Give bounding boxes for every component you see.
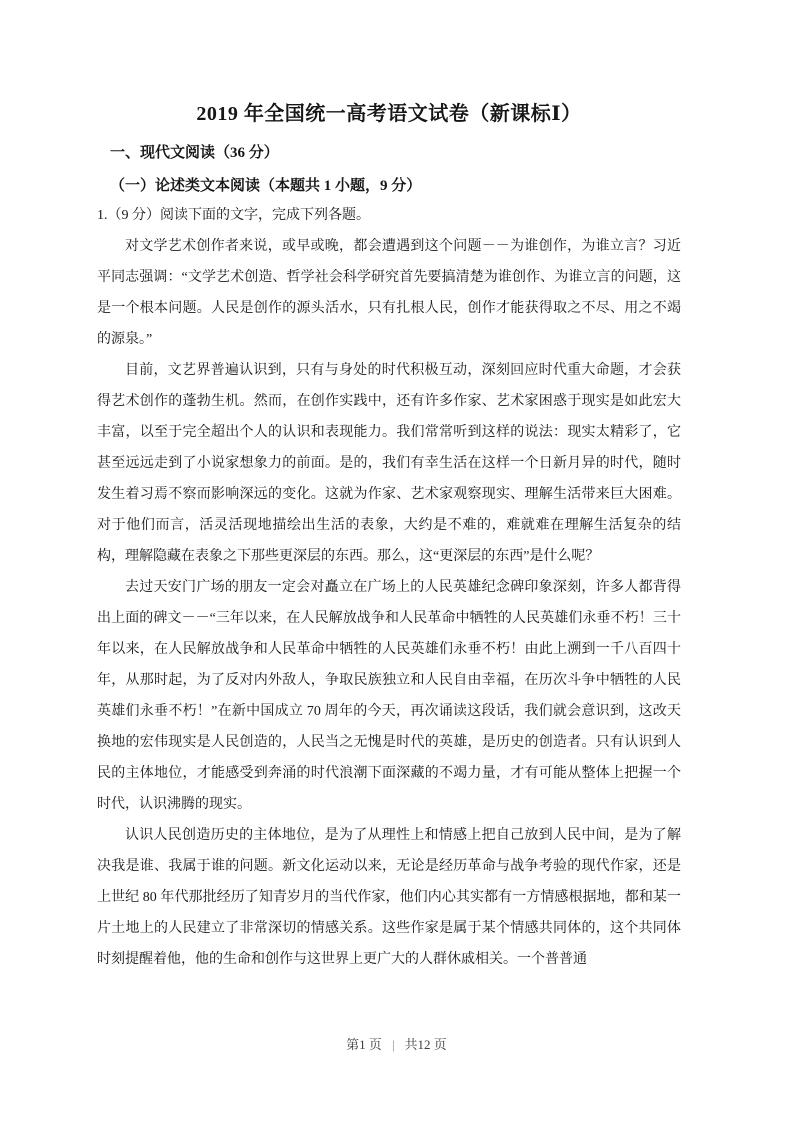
- reading-passage: [97, 200, 681, 975]
- page-number-label: 第1 页: [346, 1037, 382, 1052]
- passage-paragraph-2: 目前，文艺界普遍认识到，只有与身处的时代积极互动，深刻回应时代重大命题，才会获得艺术创作的蓬勃生机。然而，在创作实践中，还有许多作家、艺术家困惑于现实是如此宏大丰富，以至于完全超出个人的认识和表现能力。我们常常听到这样的说法：现实太精彩了，它甚至远远走到了小说家想象力的前面。是的，我们有幸生活在这样一个日新月异的时代，随时发生着习焉不察而影响深远的变化。这就为作家、艺术家观察现实、理解生活带来巨大困难。对于他们而言，活灵活现地描绘出生活的表象，大约是不难的，难就难在理解生活复杂的结构，理解隐藏在表象之下那些更深层的东西。那么，这“更深层的东西”是什么呢？: [97, 363, 681, 564]
- question-intro: 1.（9 分）阅读下面的文字，完成下列各题。: [97, 208, 370, 223]
- passage-paragraph-3: 去过天安门广场的朋友一定会对矗立在广场上的人民英雄纪念碑印象深刻，许多人都背得出上面的碑文－－“三年以来，在人民解放战争和人民革命中牺牲的人民英雄们永垂不朽！三十年以来，在人民解放战争和人民革命中牺牲的人民英雄们永垂不朽！由此上溯到一千八百四十年，从那时起，为了反对内外敌人，争取民族独立和人民自由幸福，在历次斗争中牺牲的人民英雄们永垂不朽！”在新中国成立 70 周年的今天，再次诵读这段话，我们就会意识到，这改天换地的宏伟现实是人民创造的，人民当之无愧是时代的英雄，是历史的创造者。只有认识到人民的主体地位，才能感受到奔涌的时代浪潮下面深藏的不竭力量，才有可能从整体上把握一个时代，认识沸腾的现实。: [97, 580, 681, 812]
- page-title: 2019 年全国统一高考语文试卷（新课标Ⅰ）: [196, 103, 582, 125]
- page-footer: [0, 1036, 793, 1054]
- passage-paragraph-4: 认识人民创造历史的主体地位，是为了从理性上和情感上把自己放到人民中间，是为了解决我是谁、我属于谁的问题。新文化运动以来，无论是经历革命与战争考验的现代作家，还是上世纪 80 年代那批经历了知青岁月的当代作家，他们内心其实都有一方情感根据地，都和某一片土地上的人民建立了非常深切的情感关系。这些作家是属于某个情感共同体的，这个共同体时刻提醒着他，他的生命和创作与这世界上更广大的人群休戚相关。一个普普通: [97, 828, 681, 967]
- total-pages-label: 共12 页: [404, 1037, 447, 1052]
- footer-separator: |: [391, 1037, 395, 1052]
- section-heading: 一、现代文阅读（36 分）: [110, 145, 279, 161]
- subsection-heading: （一）论述类文本阅读（本题共 1 小题，9 分）: [110, 178, 422, 194]
- passage-paragraph-1: 对文学艺术创作者来说，或早或晚，都会遭遇到这个问题－－为谁创作，为谁立言？习近平同志强调：“文学艺术创造、哲学社会科学研究首先要搞清楚为谁创作、为谁立言的问题，这是一个根本问题。人民是创作的源头活水，只有扎根人民，创作才能获得取之不尽、用之不竭的源泉。”: [97, 239, 681, 347]
